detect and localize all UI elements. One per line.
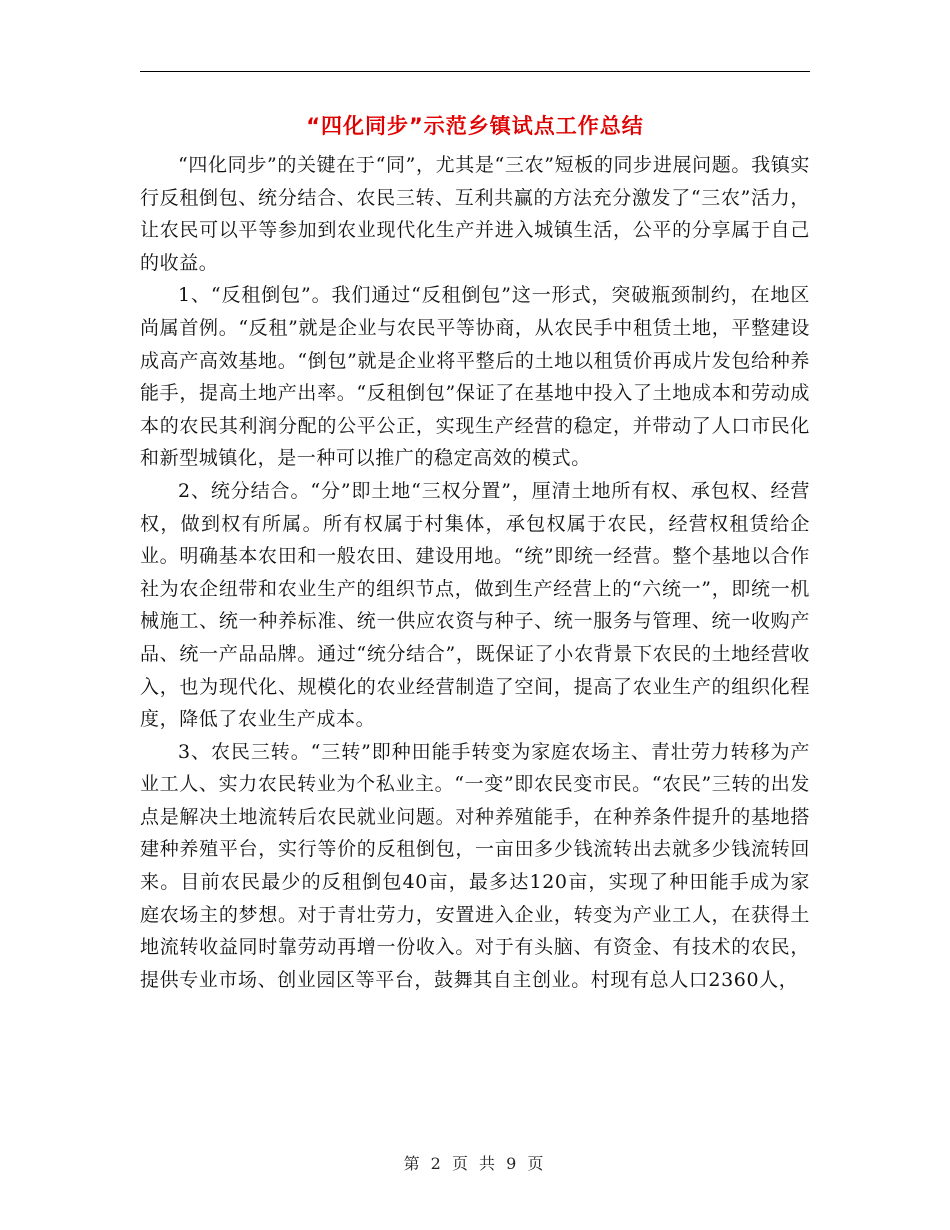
document-title: “四化同步”示范乡镇试点工作总结 <box>306 114 644 138</box>
section-3-paragraph: 3、农民三转。“三转”即种田能手转变为家庭农场主、青壮劳力转移为产业工人、实力农民转业为个私业主。“一变”即农民变市民。“农民”三转的出发点是解决土地流转后农民就业问题。对种养殖能手，在种养条件提升的基地搭建种养殖平台，实行等价的反租倒包，一亩田多少钱流转出去就多少钱流转回来。目前农民最少的反租倒包40亩，最多达120亩，实现了种田能手成为家庭农场主的梦想。对于青壮劳力，安置进入企业，转变为产业工人，在获得土地流转收益同时靠劳动再增一份收入。对于有头脑、有资金、有技术的农民，提供专业市场、创业园区等平台，鼓舞其自主创业。村现有总人口2360人， <box>140 740 810 991</box>
section-1-paragraph: 1、“反租倒包”。我们通过“反租倒包”这一形式，突破瓶颈制约，在地区尚属首例。“反租”就是企业与农民平等协商，从农民手中租赁土地，平整建设成高产高效基地。“倒包”就是企业将平整后的土地以租赁价再成片发包给种养能手，提高土地产出率。“反租倒包”保证了在基地中投入了土地成本和劳动成本的农民其利润分配的公平公正，实现生产经营的稳定，并带动了人口市民化和新型城镇化，是一种可以推广的稳定高效的模式。 <box>140 284 810 470</box>
document-body <box>140 149 810 996</box>
page-number-footer: 第 2 页 共 9 页 <box>403 1154 547 1173</box>
section-2-paragraph: 2、统分结合。“分”即土地“三权分置”，厘清土地所有权、承包权、经营权，做到权有所属。所有权属于村集体，承包权属于农民，经营权租赁给企业。明确基本农田和一般农田、建设用地。“统”即统一经营。整个基地以合作社为农企纽带和农业生产的组织节点，做到生产经营上的“六统一”，即统一机械施工、统一种养标准、统一供应农资与种子、统一服务与管理、统一收购产品、统一产品品牌。通过“统分结合”，既保证了小农背景下农民的土地经营收入，也为现代化、规模化的农业经营制造了空间，提高了农业生产的组织化程度，降低了农业生产成本。 <box>140 479 810 731</box>
intro-paragraph: “四化同步”的关键在于“同”，尤其是“三农”短板的同步进展问题。我镇实行反租倒包、统分结合、农民三转、互利共赢的方法充分激发了“三农”活力，让农民可以平等参加到农业现代化生产并进入城镇生活，公平的分享属于自己的收益。 <box>140 154 810 274</box>
header-rule <box>140 71 810 72</box>
